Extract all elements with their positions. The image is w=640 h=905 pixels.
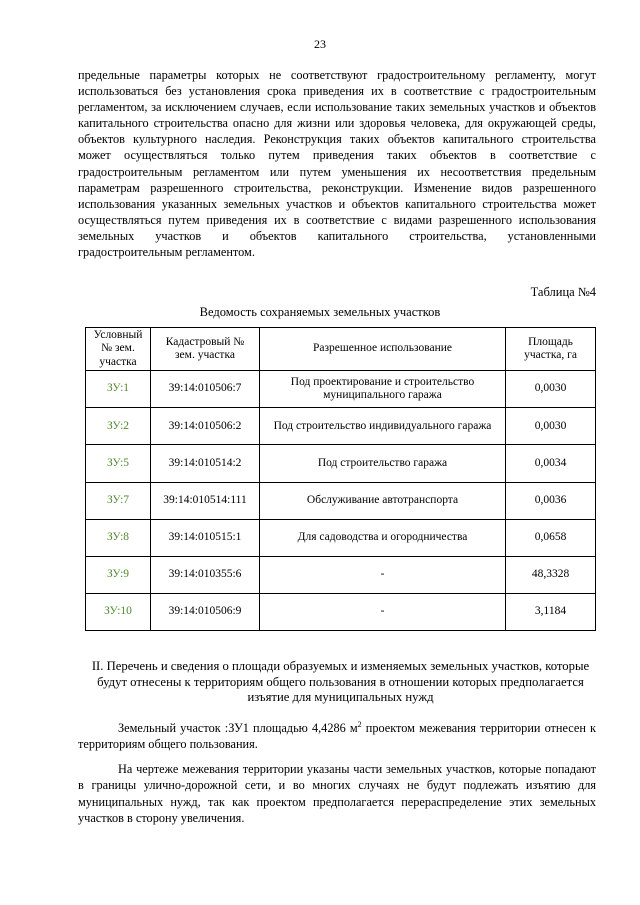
- cell-cadastral: 39:14:010514:2: [151, 445, 260, 482]
- body-paragraph-drawing: На чертеже межевания территории указаны части земельных участков, которые попадают в границы улично-дорожной сети, и во многих случаях не будут подлежать изъятию для муниципальных нужд, так как проектом предполагается перераспределение этих земельных участков в сторону увеличения.: [78, 762, 596, 825]
- cell-use: -: [260, 594, 506, 631]
- table-row: [86, 594, 596, 631]
- table-title: Ведомость сохраняемых земельных участков: [199, 305, 441, 319]
- cell-area: 3,1184: [506, 594, 596, 631]
- cell-cadastral: 39:14:010506:9: [151, 594, 260, 631]
- cell-plot-id: ЗУ:2: [86, 408, 151, 445]
- cell-cadastral: 39:14:010355:6: [151, 556, 260, 593]
- cell-use: Под строительство индивидуального гаража: [260, 408, 506, 445]
- cell-plot-id: ЗУ:9: [86, 556, 151, 593]
- header-permitted-use: Разрешенное использование: [260, 328, 506, 371]
- section-heading: II. Перечень и сведения о площади образуемых и изменяемых земельных участков, которые будут отнесены к территориям общего пользования в отношении которых предполагается изъятие для муниципальных нужд: [91, 659, 590, 704]
- body-paragraph-plot-area: [78, 720, 596, 753]
- table-row: [86, 482, 596, 519]
- cell-area: 0,0030: [506, 371, 596, 408]
- cell-plot-id: ЗУ:5: [86, 445, 151, 482]
- table-label: Таблица №4: [530, 285, 596, 299]
- cell-use: Под строительство гаража: [260, 445, 506, 482]
- cell-use: -: [260, 556, 506, 593]
- table-row: [86, 556, 596, 593]
- land-plots-table: [85, 327, 596, 631]
- cell-area: 0,0034: [506, 445, 596, 482]
- header-cadastral-number: Кадастровый № зем. участка: [151, 328, 260, 371]
- body-paragraph: предельные параметры которых не соответствуют градостроительному регламенту, могут использоваться без установления срока приведения их в соответствие с градостроительным регламентом, за исключением случаев, если использование таких земельных участков и объектов капитального строительства опасно для жизни или здоровья человека, для окружающей среды, объектов культурного наследия. Реконструкция таких объектов капитального строительства может осуществляться только путем приведения таких объектов в соответствие с градостроительным регламентом или путем уменьшения их несоответствия предельным параметрам разрешенного строительства, реконструкции. Изменение видов разрешенного использования указанных земельных участков и объектов капитального строительства может осуществляться путем приведения их в соответствие с видами разрешенного использования земельных участков и объектов капитального строительства, установленными градостроительным регламентом.: [78, 68, 596, 260]
- cell-use: Под проектирование и строительство муниципального гаража: [260, 371, 506, 408]
- cell-area: 0,0036: [506, 482, 596, 519]
- cell-cadastral: 39:14:010506:2: [151, 408, 260, 445]
- table-row: [86, 408, 596, 445]
- cell-plot-id: ЗУ:10: [86, 594, 151, 631]
- table-row: [86, 371, 596, 408]
- cell-plot-id: ЗУ:1: [86, 371, 151, 408]
- table-row: [86, 445, 596, 482]
- square-superscript: 2: [357, 719, 362, 729]
- cell-use: Для садоводства и огородничества: [260, 519, 506, 556]
- cell-plot-id: ЗУ:7: [86, 482, 151, 519]
- cell-cadastral: 39:14:010514:111: [151, 482, 260, 519]
- table-header-row: [86, 328, 596, 371]
- page-number: 23: [314, 37, 326, 51]
- plot-area-text-end: проектом межевания территории отнесен к территориям общего пользования.: [78, 721, 596, 752]
- cell-area: 48,3328: [506, 556, 596, 593]
- cell-area: 0,0658: [506, 519, 596, 556]
- plot-area-text: Земельный участок :ЗУ1 площадью 4,4286 м: [118, 721, 358, 735]
- cell-cadastral: 39:14:010515:1: [151, 519, 260, 556]
- cell-area: 0,0030: [506, 408, 596, 445]
- cell-use: Обслуживание автотранспорта: [260, 482, 506, 519]
- cell-plot-id: ЗУ:8: [86, 519, 151, 556]
- cell-cadastral: 39:14:010506:7: [151, 371, 260, 408]
- header-area: Площадь участка, га: [506, 328, 596, 371]
- table-row: [86, 519, 596, 556]
- header-plot-number: Условный № зем. участка: [86, 328, 151, 371]
